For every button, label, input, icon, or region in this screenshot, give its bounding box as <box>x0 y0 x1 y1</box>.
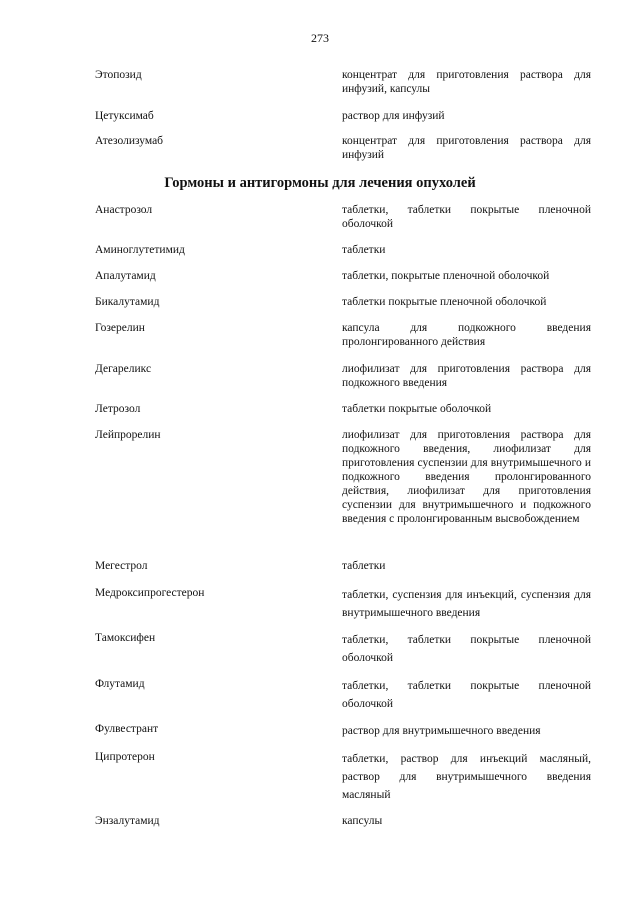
drug-name: Аминоглутетимид <box>95 244 185 256</box>
dosage-form: таблетки, раствор для инъекций масляный, раствор для внутримышечного введения масляный <box>342 753 591 801</box>
drug-name: Дегареликс <box>95 363 152 375</box>
drug-name: Бикалутамид <box>95 296 160 308</box>
dosage-form: таблетки, суспензия для инъекций, суспензия для внутримышечного введения <box>342 589 591 619</box>
drug-name: Фулвестрант <box>95 723 159 735</box>
dosage-form: раствор для инфузий <box>342 110 445 122</box>
dosage-form: капсулы <box>342 815 383 827</box>
dosage-form: таблетки покрытые оболочкой <box>342 403 492 415</box>
drug-name: Гозерелин <box>95 322 145 334</box>
dosage-form: таблетки, покрытые пленочной оболочкой <box>342 270 550 282</box>
dosage-form: таблетки <box>342 560 386 572</box>
drug-name: Флутамид <box>95 678 145 690</box>
drug-name: Лейпрорелин <box>95 429 161 441</box>
dosage-form: концентрат для приготовления раствора для инфузий <box>342 135 591 161</box>
dosage-form: таблетки, таблетки покрытые пленочной оболочкой <box>342 680 591 710</box>
drug-name: Энзалутамид <box>95 815 160 827</box>
drug-name: Мегестрол <box>95 560 148 572</box>
dosage-form: таблетки, таблетки покрытые пленочной оболочкой <box>342 634 591 664</box>
dosage-form: таблетки покрытые пленочной оболочкой <box>342 296 547 308</box>
drug-name: Анастрозол <box>95 204 153 216</box>
dosage-form: концентрат для приготовления раствора для инфузий, капсулы <box>342 69 591 95</box>
drug-name: Апалутамид <box>95 270 156 282</box>
drug-name: Цетуксимаб <box>95 110 154 122</box>
drug-name: Медроксипрогестерон <box>95 587 205 599</box>
dosage-form: таблетки <box>342 244 386 256</box>
dosage-form: капсула для подкожного введения пролонгированного действия <box>342 322 591 348</box>
drug-name: Летрозол <box>95 403 141 415</box>
dosage-form: раствор для внутримышечного введения <box>342 725 541 737</box>
drug-name: Ципротерон <box>95 751 155 763</box>
dosage-form: лиофилизат для приготовления раствора для подкожного введения, лиофилизат для приготовления суспензии для внутримышечного и подкожного введения пролонгированного действия, лиофилизат для приготовления суспензии для внутримышечного и подкожного введения с пролонгированным высвобождением <box>342 429 591 525</box>
dosage-form: таблетки, таблетки покрытые пленочной оболочкой <box>342 204 591 230</box>
drug-name: Тамоксифен <box>95 632 156 644</box>
drug-name: Атезолизумаб <box>95 135 164 147</box>
drug-name: Этопозид <box>95 69 142 81</box>
dosage-form: лиофилизат для приготовления раствора для подкожного введения <box>342 363 591 389</box>
section-title: Гормоны и антигормоны для лечения опухолей <box>164 175 476 191</box>
page-number: 273 <box>311 31 329 45</box>
